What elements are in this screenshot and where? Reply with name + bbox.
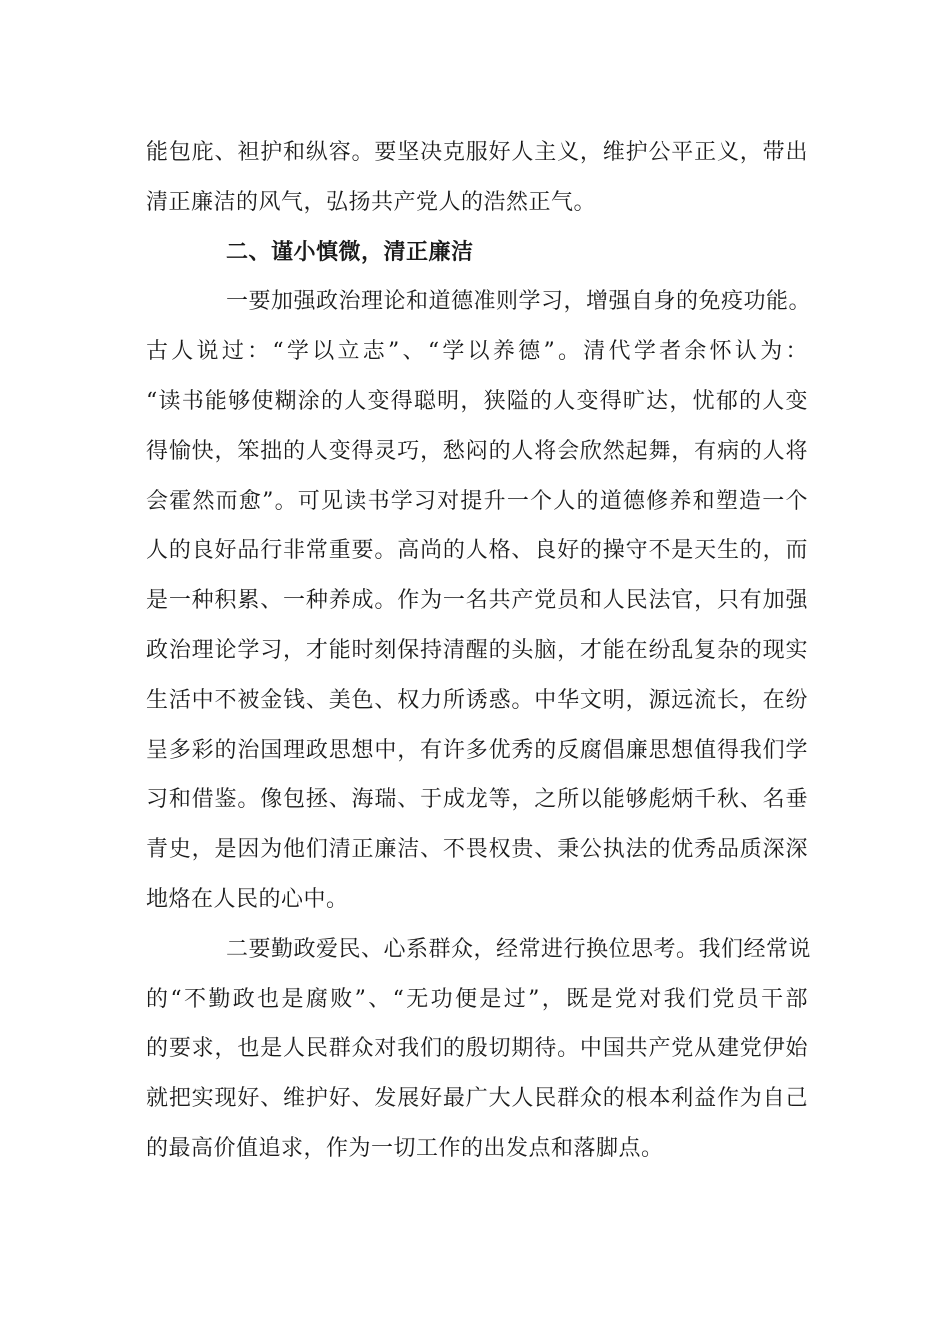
text-line: 青史，是因为他们清正廉洁、不畏权贵、秉公执法的优秀品质深深 (146, 837, 808, 863)
text-line: 清正廉洁的风气，弘扬共产党人的浩然正气。 (146, 189, 597, 215)
text-line: 呈多彩的治国理政思想中，有许多优秀的反腐倡廉思想值得我们学 (146, 737, 808, 763)
text-line: 习和借鉴。像包拯、海瑞、于成龙等，之所以能够彪炳千秋、名垂 (146, 787, 808, 813)
paragraph-continuation (146, 128, 808, 228)
text-line: 人的良好品行非常重要。高尚的人格、良好的操守不是天生的，而 (146, 538, 808, 564)
text-line: 就把实现好、维护好、发展好最广大人民群众的根本利益作为自己 (146, 1086, 808, 1112)
text-line: 政治理论学习，才能时刻保持清醒的头脑，才能在纷乱复杂的现实 (146, 637, 808, 663)
text-line: 二要勤政爱民、心系群众，经常进行换位思考。我们经常说 (226, 936, 812, 962)
text-line: 古人说过：“学以立志”、“学以养德”。清代学者余怀认为： (146, 339, 808, 365)
text-line: 会霍然而愈”。可见读书学习对提升一个人的道德修养和塑造一个 (146, 488, 808, 514)
text-line: 的“不勤政也是腐败”、“无功便是过”，既是党对我们党员干部 (146, 986, 808, 1012)
paragraph-diligence (146, 925, 812, 1174)
text-line: 能包庇、袒护和纵容。要坚决克服好人主义，维护公平正义，带出 (146, 140, 808, 165)
section-heading: 二、谨小慎微，清正廉洁 (226, 239, 474, 265)
text-line: 的要求，也是人民群众对我们的殷切期待。中国共产党从建党伊始 (146, 1036, 808, 1062)
text-line: 地烙在人民的心中。 (146, 886, 349, 912)
text-line: 一要加强政治理论和道德准则学习，增强自身的免疫功能。 (226, 289, 812, 315)
paragraph-study (146, 277, 812, 924)
text-line: 的最高价值追求，作为一切工作的出发点和落脚点。 (146, 1135, 664, 1161)
document-body (146, 128, 812, 1174)
text-line: 是一种积累、一种养成。作为一名共产党员和人民法官，只有加强 (146, 588, 808, 614)
text-line: 得愉快，笨拙的人变得灵巧，愁闷的人将会欣然起舞，有病的人将 (146, 438, 808, 464)
text-line: 生活中不被金钱、美色、权力所诱惑。中华文明，源远流长，在纷 (146, 687, 808, 713)
text-line: “读书能够使糊涂的人变得聪明，狭隘的人变得旷达，忧郁的人变 (146, 388, 808, 414)
